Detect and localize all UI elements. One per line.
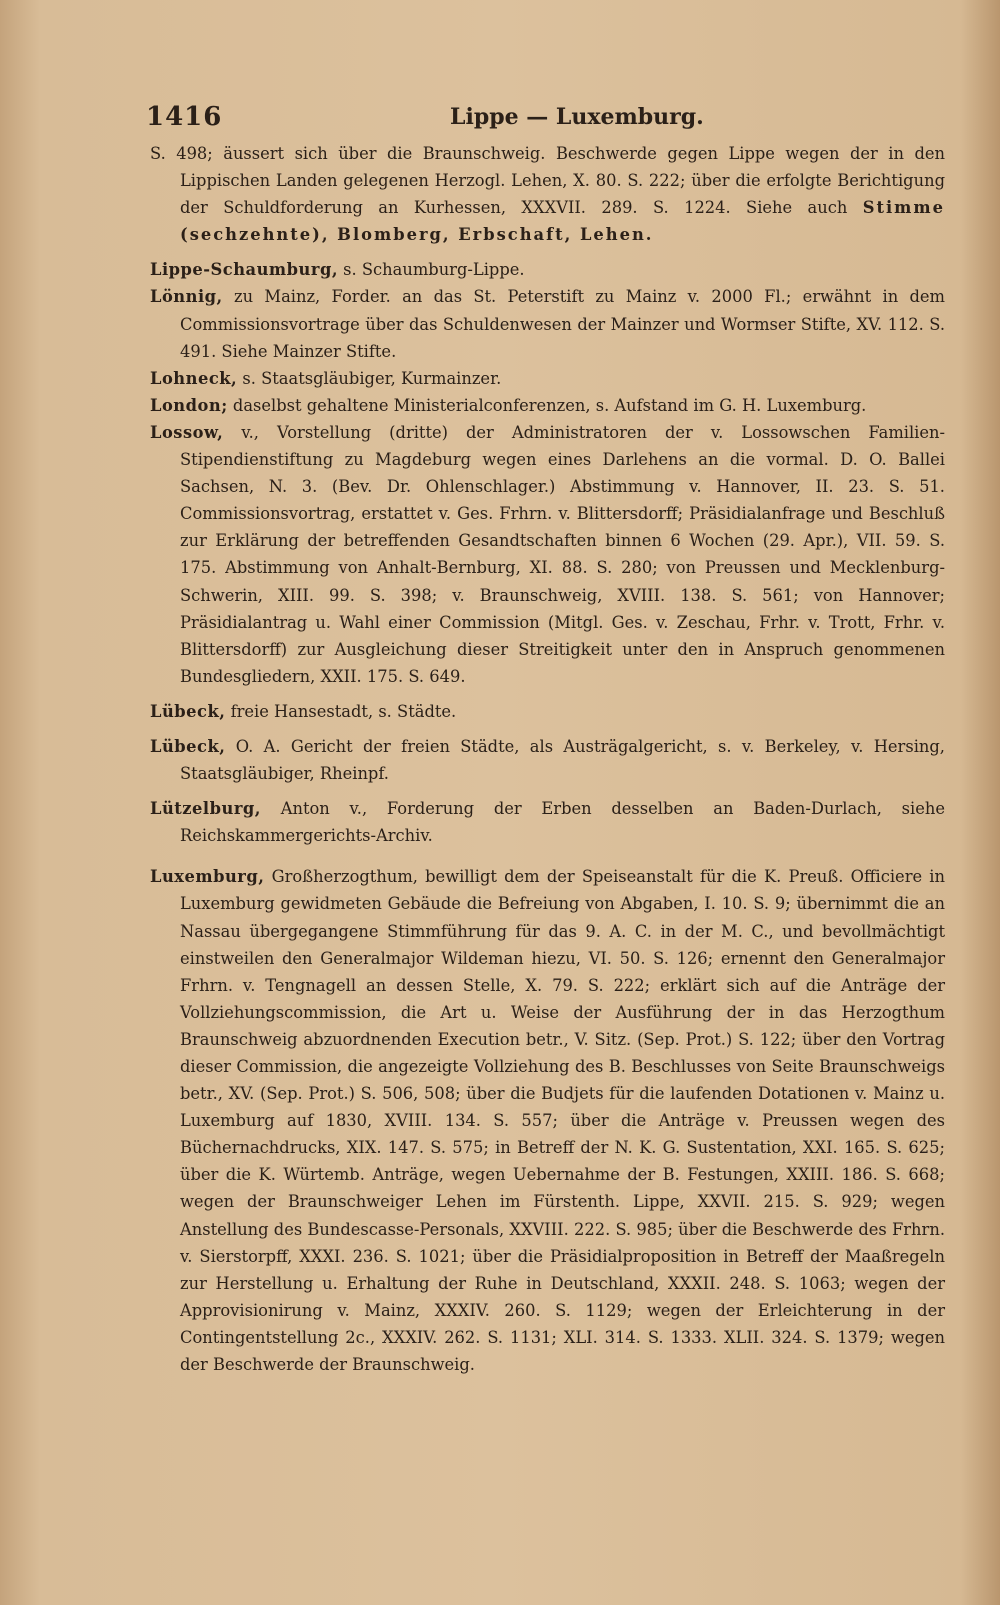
index-entry-luetzelburg xyxy=(150,795,945,849)
index-entry-lippe-continued xyxy=(150,140,945,248)
page-number: 1416 xyxy=(146,102,223,132)
entry-text: v., Vorstellung (dritte) der Administratoren der v. Lossowschen Familien-Stipendienstiftung zu Magdeburg wegen eines Darlehens an die vormal. D. O. Ballei Sachsen, N. 3. (Bev. Dr. Ohlenschlager.) Abstimmung v. Hannover, II. 23. S. 51. Commissionsvortrag, erstattet v. Ges. Frhrn. v. Blittersdorff; Präsidialanfrage und Beschluß zur Erklärung der betreffenden Gesandtschaften binnen 6 Wochen (29. Apr.), VII. 59. S. 175. Abstimmung von Anhalt-Bernburg, XI. 88. S. 280; von Preussen und Mecklenburg-Schwerin, XIII. 99. S. 398; v. Braunschweig, XVIII. 138. S. 561; von Hannover; Präsidialantrag u. Wahl einer Commission (Mitgl. Ges. v. Zeschau, Frhr. v. Trott, Frhr. v. Blittersdorff) zur Ausgleichung dieser Streitigkeit unter den in Anspruch genommenen Bundesgliedern, XXII. 175. S. 649. xyxy=(180,422,945,686)
entry-headword: Lützelburg, xyxy=(150,799,261,819)
entry-headword: Lübeck, xyxy=(150,701,226,721)
entry-text: O. A. Gericht der freien Städte, als Austrägalgericht, s. v. Berkeley, v. Hersing, Staatsgläubiger, Rheinpf. xyxy=(180,736,945,784)
index-entry-luxemburg xyxy=(150,863,945,1378)
running-head xyxy=(100,96,940,136)
page-title: Lippe — Luxemburg. xyxy=(450,104,704,130)
entry-cross-reference: Stimme (sechzehnte), Blomberg, Erbschaft, Lehen. xyxy=(180,198,945,245)
entry-headword: Lübeck, xyxy=(150,736,226,756)
entry-text: s. Schaumburg-Lippe. xyxy=(338,260,525,280)
entry-headword: Lippe-Schaumburg, xyxy=(150,260,338,280)
entry-text: S. 498; äussert sich über die Braunschweig. Beschwerde gegen Lippe wegen der in den Lippischen Landen gelegenen Herzogl. Lehen, X. 80. S. 222; über die erfolgte Berichtigung der Schuldforderung an Kurhessen, XXXVII. 289. S. 1224. Siehe auch xyxy=(150,144,945,218)
entry-headword: Luxemburg, xyxy=(150,867,265,887)
entry-headword: Lönnig, xyxy=(150,287,223,307)
entry-headword: Lossow, xyxy=(150,422,224,442)
index-entry-loennig xyxy=(150,283,945,364)
entry-text: zu Mainz, Forder. an das St. Peterstift zu Mainz v. 2000 Fl.; erwähnt in dem Commissionsvortrage über das Schuldenwesen der Mainzer und Wormser Stifte, XV. 112. S. 491. Siehe Mainzer Stifte. xyxy=(180,287,945,361)
index-entry-lohneck xyxy=(150,365,945,392)
index-text xyxy=(150,140,945,1378)
index-entry-luebeck-stadt xyxy=(150,698,945,725)
entry-text: daselbst gehaltene Ministerialconferenzen, s. Aufstand im G. H. Luxemburg. xyxy=(227,395,867,415)
entry-text: s. Staatsgläubiger, Kurmainzer. xyxy=(237,368,502,388)
index-entry-london xyxy=(150,392,945,419)
index-entry-lippe-schaumburg xyxy=(150,256,945,283)
entry-text: Anton v., Forderung der Erben desselben an Baden-Durlach, siehe Reichskammergerichts-Archiv. xyxy=(180,799,945,846)
entry-text: Großherzogthum, bewilligt dem der Speiseanstalt für die K. Preuß. Officiere in Luxemburg gewidmeten Gebäude die Befreiung von Abgaben, I. 10. S. 9; übernimmt die an Nassau übergegangene Stimmführung für das 9. A. C. in der M. C., und bevollmächtigt einstweilen den Generalmajor Wildeman hiezu, VI. 50. S. 126; ernennt den Generalmajor Frhrn. v. Tengnagell an dessen Stelle, X. 79. S. 222; erklärt sich auf die Anträge der Vollziehungscommission, die Art u. Weise der Ausführung der in das Herzogthum Braunschweig abzuordnenden Execution betr., V. Sitz. (Sep. Prot.) S. 122; über den Vortrag dieser Commission, die angezeigte Vollziehung des B. Beschlusses von Seite Braunschweigs betr., XV. (Sep. Prot.) S. 506, 508; über die Budjets für die laufenden Dotationen v. Mainz u. Luxemburg auf 1830, XVIII. 134. S. 557; über die Anträge v. Preussen wegen des Büchernachdrucks, XIX. 147. S. 575; in Betreff der N. K. G. Sustentation, XXI. 165. S. 625; über die K. Würtemb. Anträge, wegen Uebernahme der B. Festungen, XXIII. 186. S. 668; wegen der Braunschweiger Lehen im Fürstenth. Lippe, XXVII. 215. S. 929; wegen Anstellung des Bundescasse-Personals, XXVIII. 222. S. 985; über die Beschwerde des Frhrn. v. Sierstorpff, XXXI. 236. S. 1021; über die Präsidialproposition in Betreff der Maaßregeln zur Herstellung u. Erhaltung der Ruhe in Deutschland, XXXII. 248. S. 1063; wegen der Approvisionirung v. Mainz, XXXIV. 260. S. 1129; wegen der Erleichterung in der Contingentstellung 2c., XXXIV. 262. S. 1131; XLI. 314. S. 1333. XLII. 324. S. 1379; wegen der Beschwerde der Braunschweig. xyxy=(180,867,945,1375)
entry-headword: London; xyxy=(150,395,228,415)
entry-headword: Lohneck, xyxy=(150,368,238,388)
entry-text: freie Hansestadt, s. Städte. xyxy=(225,701,457,721)
index-entry-lossow xyxy=(150,419,945,690)
index-entry-luebeck-gericht xyxy=(150,733,945,787)
